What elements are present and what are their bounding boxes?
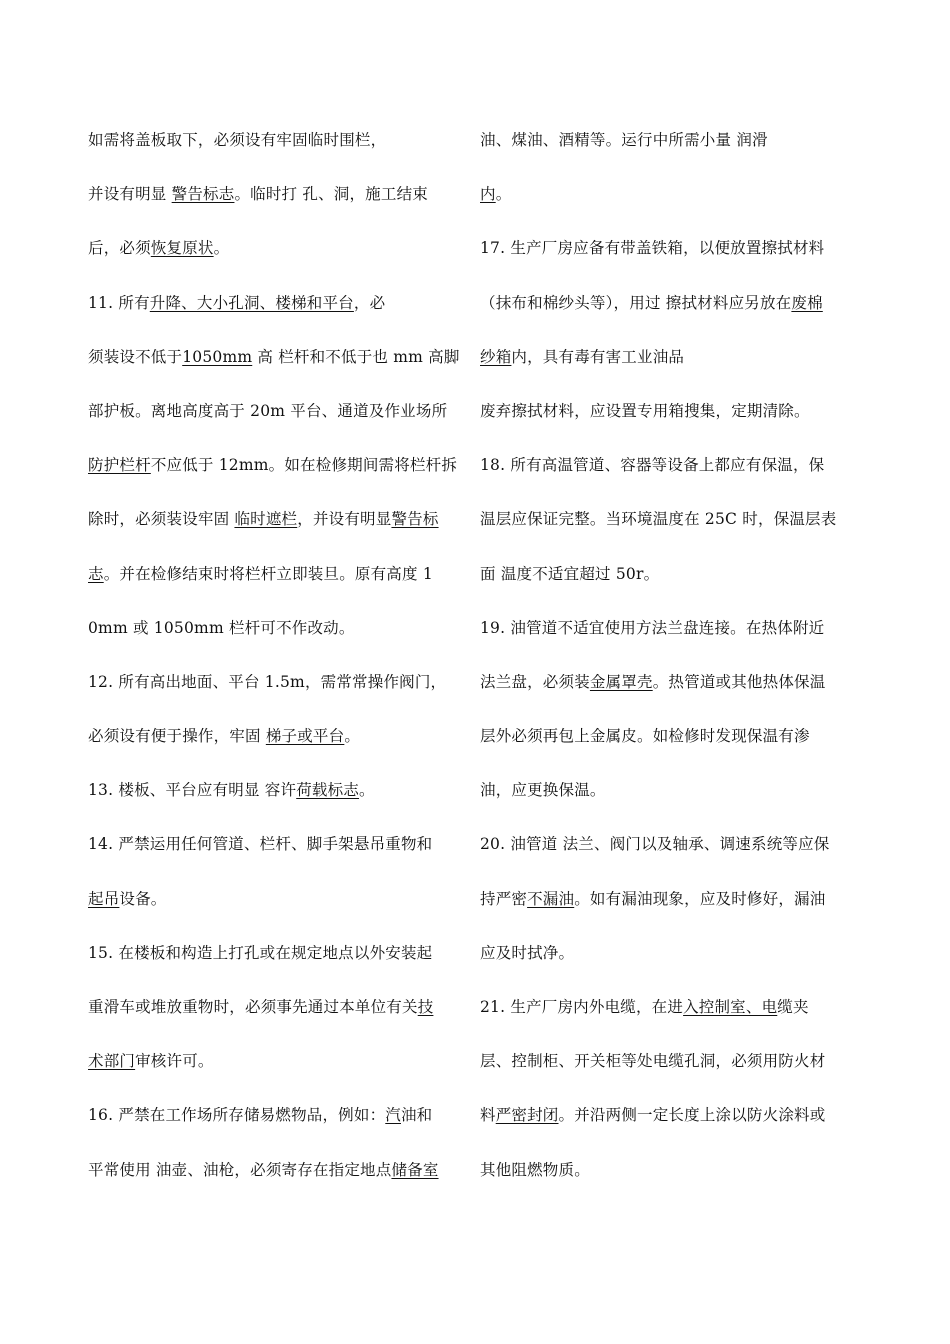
text-segment: 15. 在楼板和构造上打孔或在规定地点以外安装起 <box>88 943 433 962</box>
text-line <box>480 664 872 718</box>
text-segment: 16. 严禁在工作场所存储易燃物品，例如： <box>88 1106 386 1125</box>
text-segment: 。临时打 孔、洞，施工结束 <box>234 185 428 204</box>
underlined-term: 严密封闭 <box>495 1106 559 1125</box>
text-segment: 后，必须 <box>88 239 151 258</box>
text-segment: 重滑车或堆放重物时，必须事先通过本单位有关 <box>88 998 418 1016</box>
text-line <box>88 718 480 772</box>
text-segment: 除时，必须装设牢固 <box>88 510 235 529</box>
text-line <box>88 556 480 610</box>
text-segment: 。 <box>213 239 230 258</box>
text-segment: ，并设有明显 <box>297 510 392 529</box>
text-segment: 如需将盖板取下，必须设有牢固临时围栏， <box>88 131 387 149</box>
underlined-term: 技 <box>417 998 434 1016</box>
text-line <box>88 285 480 339</box>
underlined-term: 起吊 <box>88 889 120 908</box>
text-segment: 设备。 <box>119 889 167 908</box>
text-segment: 法兰盘，必须装 <box>480 672 590 691</box>
text-line <box>88 826 480 880</box>
text-line <box>480 610 872 664</box>
text-segment: ，必 <box>353 293 386 312</box>
text-line <box>88 935 480 989</box>
text-line <box>480 285 872 339</box>
text-segment: 12. 所有高出地面、平台 1.5m，需常常操作阀门， <box>88 672 447 691</box>
text-segment: 18. 所有高温管道、容器等设备上都应有保温，保 <box>480 456 825 475</box>
text-line <box>88 339 480 393</box>
text-segment: 19. 油管道不适宜使用方法兰盘连接。在热体附近 <box>480 618 825 637</box>
text-line <box>88 176 480 230</box>
text-segment: 不应低于 12mm。如在检修期间需将栏杆拆 <box>150 456 458 475</box>
text-segment: 油，应更换保温。 <box>480 781 606 800</box>
text-line <box>88 122 480 176</box>
text-line <box>480 501 872 555</box>
text-line <box>88 989 480 1043</box>
text-line <box>480 176 872 230</box>
underlined-term: 储备室 <box>391 1160 439 1179</box>
text-segment: 温层应保证完整。当环境温度在 25C 时，保温层表 <box>480 510 837 529</box>
text-segment: （抹布和棉纱头等），用过 擦拭材料应另放在 <box>480 293 792 312</box>
text-segment: 高 栏杆和不低于也 mm 高脚 <box>252 347 460 366</box>
underlined-term: 临时遮栏 <box>234 510 298 529</box>
text-segment: 缆夹 <box>777 998 809 1016</box>
text-segment: 。热管道或其他热体保温 <box>652 672 826 691</box>
text-line <box>480 1097 872 1151</box>
left-text-column <box>88 122 480 1206</box>
text-line <box>88 501 480 555</box>
text-segment: 。如有漏油现象，应及时修好，漏油 <box>574 889 826 908</box>
text-line <box>88 393 480 447</box>
underlined-term: 荷载标志 <box>296 781 360 800</box>
underlined-term: 升降、大小孔洞、楼梯和平台 <box>149 293 354 312</box>
text-line <box>88 1097 480 1151</box>
text-segment: 14. 严禁运用任何管道、栏杆、脚手架悬吊重物和 <box>88 835 433 854</box>
text-line <box>480 935 872 989</box>
underlined-term: 1050mm <box>182 347 253 366</box>
text-segment: 油和 <box>400 1106 433 1125</box>
text-line <box>88 610 480 664</box>
underlined-term: 废棉 <box>791 293 823 312</box>
text-line <box>480 393 872 447</box>
underlined-term: 防护栏杆 <box>88 456 151 475</box>
text-segment: 20. 油管道 法兰、阀门以及轴承、调速系统等应保 <box>480 835 830 854</box>
text-segment: 。 <box>359 781 375 800</box>
underlined-term: 不漏油 <box>527 889 575 908</box>
text-segment: 。 <box>344 727 361 746</box>
text-segment: 13. 楼板、平台应有明显 容许 <box>88 781 297 800</box>
text-line <box>480 556 872 610</box>
text-line <box>480 339 872 393</box>
text-segment: 其他阻燃物质。 <box>480 1160 590 1179</box>
text-segment: 并设有明显 <box>88 185 172 204</box>
text-line <box>88 772 480 826</box>
text-segment: 面 温度不适宜超过 50r。 <box>480 564 660 583</box>
text-segment: 须装设不低于 <box>88 347 183 366</box>
underlined-term: 术部门 <box>88 1052 136 1071</box>
text-segment: 必须设有便于操作，牢固 <box>88 727 266 746</box>
text-line <box>88 230 480 284</box>
text-segment: 11. 所有 <box>88 293 150 312</box>
underlined-term: 内 <box>480 185 496 204</box>
text-segment: 平常使用 油壶、油枪，必须寄存在指定地点 <box>88 1160 392 1179</box>
underlined-term: 纱箱 <box>480 347 512 366</box>
text-line <box>480 1152 872 1206</box>
text-segment: 。并在检修结束时将栏杆立即装旦。原有高度 1 <box>103 564 433 583</box>
text-segment: 应及时拭净。 <box>480 943 575 962</box>
text-line <box>88 1152 480 1206</box>
right-text-column <box>480 122 872 1206</box>
text-segment: 。并沿两侧一定长度上涂以防火涂料或 <box>558 1106 826 1125</box>
text-line <box>480 447 872 501</box>
text-line <box>88 447 480 501</box>
text-line <box>480 1043 872 1097</box>
underlined-term: 梯子或平台 <box>265 727 345 746</box>
underlined-term: 警告标志 <box>171 185 235 204</box>
text-segment: 层、控制柜、开关柜等处电缆孔洞，必须用防火材 <box>480 1052 826 1071</box>
text-segment: 审核许可。 <box>135 1052 214 1071</box>
text-line <box>480 826 872 880</box>
text-segment: 17. 生产厂房应备有带盖铁箱，以便放置擦拭材料 <box>480 239 825 258</box>
text-line <box>480 230 872 284</box>
text-segment: 21. 生产厂房内外电缆，在进 <box>480 998 684 1016</box>
text-segment: 料 <box>480 1106 496 1125</box>
underlined-term: 汽 <box>385 1106 401 1125</box>
text-segment: 油、煤油、酒精等。运行中所需小量 润滑 <box>480 131 768 149</box>
text-segment: 废弃擦拭材料，应设置专用箱搜集，定期清除。 <box>480 401 810 420</box>
underlined-term: 金属罩壳 <box>589 672 653 691</box>
text-line <box>88 664 480 718</box>
text-line <box>480 989 872 1043</box>
underlined-term: 志 <box>88 564 104 583</box>
text-segment: 持严密 <box>480 889 528 908</box>
text-line <box>480 122 872 176</box>
underlined-term: 入控制室、电 <box>683 998 778 1016</box>
text-segment: 层外必须再包上金属皮。如检修时发现保温有渗 <box>480 727 810 746</box>
text-line <box>88 881 480 935</box>
text-segment: 内，具有毒有害工业油品 <box>511 347 685 366</box>
text-line <box>88 1043 480 1097</box>
underlined-term: 警告标 <box>391 510 439 529</box>
text-segment: 0mm 或 1050mm 栏杆可不作改动。 <box>88 618 355 637</box>
underlined-term: 恢复原状 <box>150 239 214 258</box>
text-line <box>480 772 872 826</box>
text-line <box>480 881 872 935</box>
text-segment: 部护板。离地高度高于 20m 平台、通道及作业场所 <box>88 401 448 420</box>
text-line <box>480 718 872 772</box>
text-segment: 。 <box>495 185 512 204</box>
